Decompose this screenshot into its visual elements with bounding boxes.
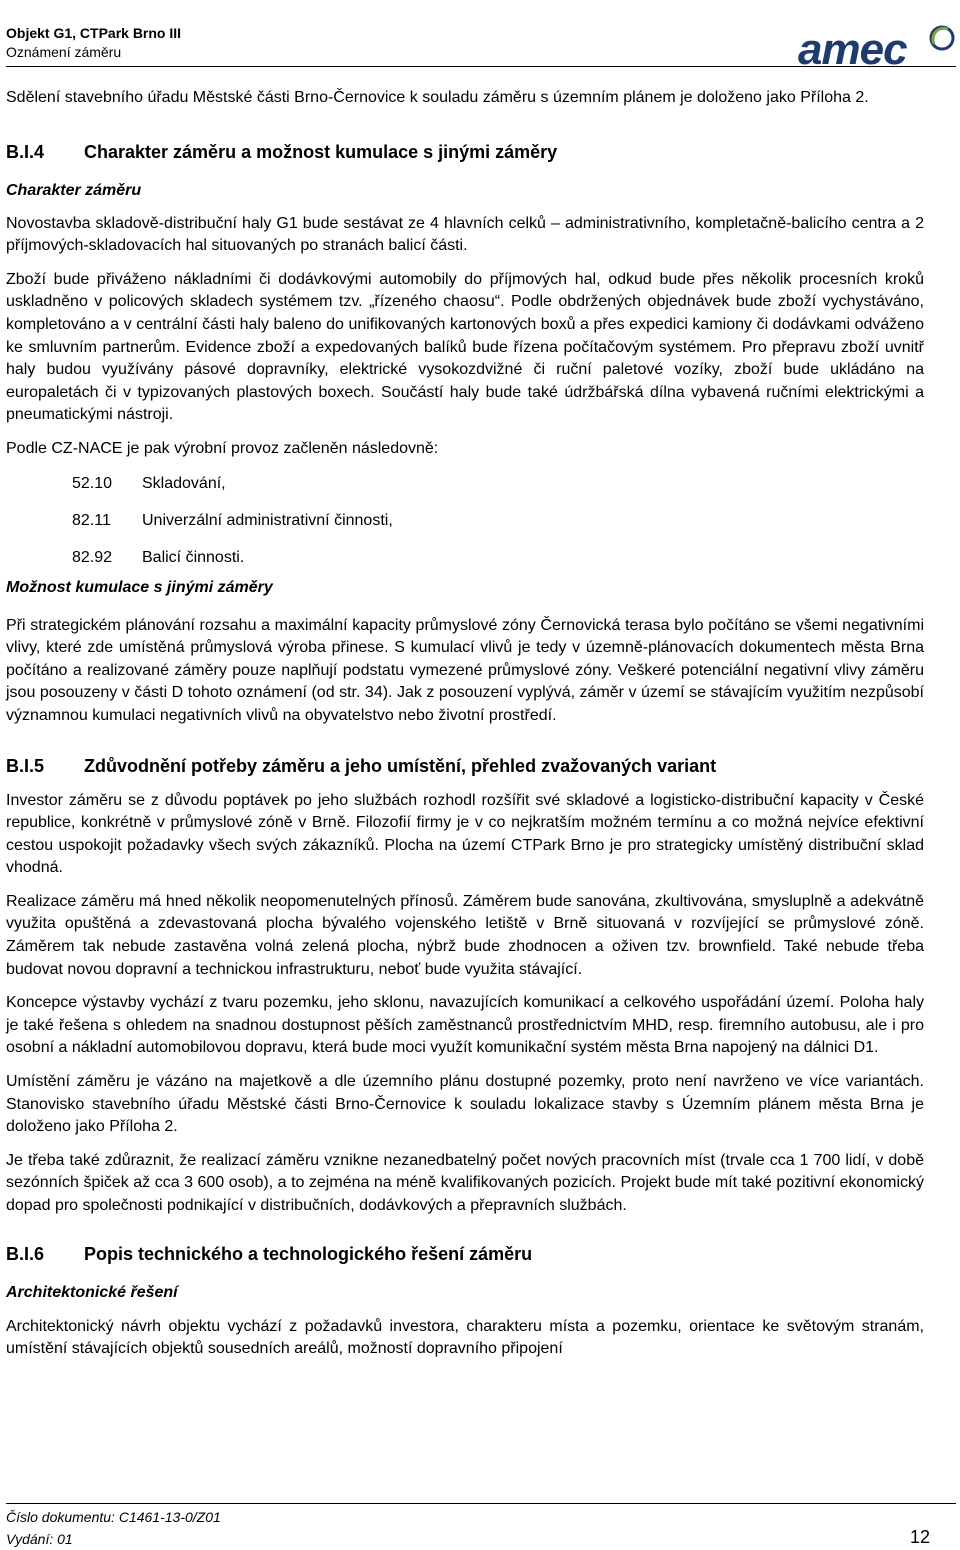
section-number: B.I.5 bbox=[6, 755, 45, 776]
paragraph: Architektonický návrh objektu vychází z požadavků investora, charakteru místa a pozemku, orientace ke světovým stranám, umístění stávajících objektů sousedních areálů, možností dopravního připojení bbox=[6, 1317, 924, 1358]
subheading-charakter: Charakter záměru bbox=[6, 181, 142, 199]
nace-code: 82.92 bbox=[72, 548, 113, 566]
paragraph: Zboží bude přiváženo nákladními či dodávkovými automobily do příjmových hal, odkud bude přes několik procesních kroků uskladněno v policových skladech systémem tzv. „řízeného chaosu“. Podle obdržených objednávek bude zboží vychystáváno, kompletováno a v centrální části haly baleno do unifikovaných kartonových boxů a přes expedici kamiony či dodávkami odváženo ke smluvním partnerům. Evidence zboží a expedovaných balíků bude řízena počítačovým systémem. Pro přepravu zboží uvnitř haly budou využívány pásové dopravníky, elektrické vysokozdvižné či ruční paletové vozíky, zboží bude ukládáno na europaletách či v typizovaných plastových boxech. Součástí haly bude také údržbářská dílna vybavená ručními elektrickými a pneumatickými nástroji. bbox=[6, 270, 924, 424]
nace-list bbox=[72, 473, 924, 569]
nace-code: 82.11 bbox=[72, 511, 111, 529]
page-number: 12 bbox=[909, 1527, 930, 1547]
page-footer bbox=[6, 1503, 956, 1547]
document-title: Objekt G1, CTPark Brno III bbox=[6, 25, 182, 41]
amec-logo bbox=[796, 24, 956, 70]
paragraph: Investor záměru se z důvodu poptávek po jeho službách rozhodl rozšířit své skladové a logisticko-distribuční kapacity v České republice, konkrétně v průmyslové zóně v Brně. Filozofií firmy je v co nejkratším možném termínu a co možná nejvíce efektivní cestou uspokojit požadavky všech svých zákazníků. Plocha na území CTPark Brno je pro strategicky umístěný distribuční sklad vhodná. bbox=[6, 791, 924, 877]
intro-paragraph: Sdělení stavebního úřadu Městské části Brno-Černovice k souladu záměru s územním plánem je doloženo jako Příloha 2. bbox=[6, 89, 869, 106]
paragraph: Je třeba také zdůraznit, že realizací záměru vznikne nezanedbatelný počet nových pracovních míst (trvale cca 1 700 lidí, v době sezónních špiček až cca 3 600 osob), a to zejména na méně kvalifikovaných pozicích. Projekt bude mít také pozitivní ekonomický dopad pro společnosti podnikající v distribučních, dodávkových a přepravních službách. bbox=[6, 1151, 924, 1214]
section-number: B.I.6 bbox=[6, 1243, 45, 1264]
section-heading-b-i-5 bbox=[6, 754, 924, 778]
paragraph: Podle CZ-NACE je pak výrobní provoz začleněn následovně: bbox=[6, 439, 439, 457]
header-rule bbox=[6, 66, 956, 67]
issue-number: Vydání: 01 bbox=[6, 1531, 73, 1547]
section-heading-b-i-6 bbox=[6, 1242, 924, 1266]
list-item bbox=[72, 547, 924, 569]
document-number: Číslo dokumentu: C1461-13-0/Z01 bbox=[6, 1509, 221, 1525]
nace-code: 52.10 bbox=[72, 474, 113, 492]
document-body bbox=[6, 87, 924, 1361]
logo-wordmark: amec bbox=[798, 25, 907, 70]
list-item bbox=[72, 510, 924, 532]
subheading-kumulace: Možnost kumulace s jinými záměry bbox=[6, 578, 273, 596]
page-header bbox=[6, 24, 956, 70]
paragraph: Koncepce výstavby vychází z tvaru pozemku, jeho sklonu, navazujících komunikací a celkového uspořádání území. Poloha haly je také řešena s ohledem na snadnou dostupnost pěších zaměstnanců prostřednictvím MHD, resp. firemního autobusu, ale i pro osobní a nákladní automobilovou dopravu, která bude moci využít komunikační systém města Brna napojený na dálnici D1. bbox=[6, 994, 924, 1057]
section-number: B.I.4 bbox=[6, 141, 45, 162]
section-title: Charakter záměru a možnost kumulace s jinými záměry bbox=[84, 141, 558, 162]
paragraph: Realizace záměru má hned několik neopomenutelných přínosů. Záměrem bude sanována, zkultivována, smysluplně a adekvátně využita opuštěná a zdevastovaná plocha bývalého vojenského letiště v Brně situovaná v rozvíjející se průmyslové zóně. Záměrem tak nebude zastavěna volná zelená plocha, nýbrž bude zhodnocen a oživen tzv. brownfield. Také nebude třeba budovat novou dopravní a technickou infrastrukturu, neboť bude využita stávající. bbox=[6, 892, 924, 978]
list-item bbox=[72, 473, 924, 495]
paragraph: Při strategickém plánování rozsahu a maximální kapacity průmyslové zóny Černovická terasa bylo počítáno se všemi negativními vlivy, které zde umístěná průmyslová výroba přinese. S kumulací vlivů je tedy v územně-plánovacích dokumentech města Brna počítáno a realizované záměry pouze naplňují podstatu vymezené průmyslové zóny. Veškeré potenciální negativní vlivy záměru jsou posouzeny v části D tohoto oznámení (od str. 34). Jak z posouzení vyplývá, záměr v území se stávajícím využitím nezpůsobí významnou kumulaci negativních vlivů na obyvatelstvo nebo životní prostředí. bbox=[6, 616, 924, 724]
nace-label: Skladování, bbox=[142, 474, 226, 492]
subheading-architektonicke: Architektonické řešení bbox=[6, 1283, 178, 1301]
nace-label: Univerzální administrativní činnosti, bbox=[142, 511, 393, 529]
paragraph: Umístění záměru je vázáno na majetkově a dle územního plánu dostupné pozemky, proto není navrženo ve více variantách. Stanovisko stavebního úřadu Městské části Brno-Černovice k souladu lokalizace stavby s Územním plánem města Brna je doloženo jako Příloha 2. bbox=[6, 1073, 924, 1136]
paragraph: Novostavba skladově-distribuční haly G1 bude sestávat ze 4 hlavních celků – administrativního, kompletačně-balicího centra a 2 příjmových-skladovacích hal situovaných po stranách balicí části. bbox=[6, 214, 924, 255]
document-subtitle: Oznámení záměru bbox=[6, 44, 122, 60]
nace-label: Balicí činnosti. bbox=[142, 548, 245, 566]
section-title: Popis technického a technologického řešení záměru bbox=[84, 1243, 533, 1264]
section-heading-b-i-4 bbox=[6, 140, 924, 164]
section-title: Zdůvodnění potřeby záměru a jeho umístění, přehled zvažovaných variant bbox=[84, 755, 717, 776]
